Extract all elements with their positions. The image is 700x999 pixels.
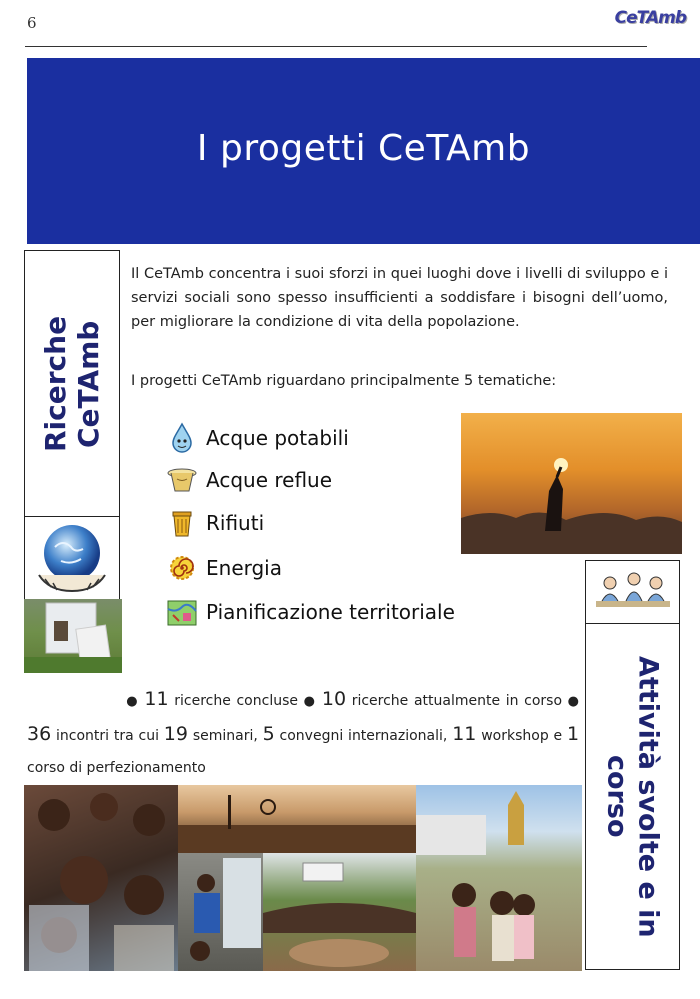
- theme-item: [165, 548, 282, 588]
- page-title: I progetti CeTAmb: [196, 128, 531, 169]
- theme-label: Acque reflue: [206, 468, 333, 492]
- village-children-photo: [416, 785, 582, 971]
- stat-courses: 1: [566, 723, 580, 745]
- themes-intro: I progetti CeTAmb riguardano principalmente 5 tematiche:: [131, 373, 557, 389]
- title-banner: [27, 58, 700, 244]
- theme-label: Pianificazione territoriale: [206, 600, 455, 624]
- theme-label: Energia: [206, 556, 282, 580]
- sun-spiral-icon: [165, 551, 199, 585]
- theme-label: Acque potabili: [206, 426, 349, 450]
- research-label: Ricerche CeTAmb: [39, 315, 105, 453]
- theme-item: [165, 503, 264, 543]
- intro-paragraph: Il CeTAmb concentra i suoi sforzi in quei luoghi dove i livelli di sviluppo e i servizi sociali sono spesso insufficienti a soddisfare i bisogni dell’uomo, per migliorare la condizione di vita della popolazione.: [131, 266, 668, 330]
- rural-village-photo: [178, 785, 416, 853]
- globe-icon: [25, 517, 119, 599]
- stat-conferences: 5: [262, 723, 275, 745]
- brand-logo: CeTAmb: [614, 8, 686, 28]
- trash-bin-icon: [165, 506, 199, 540]
- activity-stats: ● 11 ricerche concluse ● 10 ricerche attualmente in corso ● 36 incontri tra cui 19 seminari, 5 convegni internazionali, 11 workshop e 1 corso di perfezionamento: [27, 688, 580, 776]
- globe-hands-image: [24, 516, 120, 600]
- wastewater-icon: [165, 463, 199, 497]
- classroom-photo: [178, 853, 263, 971]
- stat-meetings: 36: [27, 723, 52, 745]
- meeting-illustration: [585, 560, 680, 624]
- page-number: 6: [27, 14, 37, 32]
- water-drop-icon: [165, 421, 199, 455]
- stat-research-completed: 11: [144, 688, 169, 710]
- header-divider: [25, 46, 647, 47]
- research-label-box: [24, 250, 120, 518]
- theme-item: [165, 418, 349, 458]
- theme-item: [165, 592, 455, 632]
- map-icon: [165, 595, 199, 629]
- activities-label-box: [585, 623, 680, 970]
- stat-workshops: 11: [452, 723, 477, 745]
- beehive-photo: [24, 599, 122, 673]
- community-meeting-photo: [263, 853, 416, 971]
- activities-label: Attività svolte e in corso: [601, 655, 664, 938]
- sunset-person-photo: [461, 413, 682, 554]
- bullet-icon: ●: [567, 694, 580, 709]
- theme-label: Rifiuti: [206, 511, 265, 535]
- children-group-photo: [24, 785, 178, 971]
- bullet-icon: ●: [303, 694, 317, 709]
- stat-seminars: 19: [163, 723, 188, 745]
- bullet-icon: ●: [125, 694, 139, 709]
- stat-research-ongoing: 10: [321, 688, 347, 710]
- theme-item: [165, 460, 332, 500]
